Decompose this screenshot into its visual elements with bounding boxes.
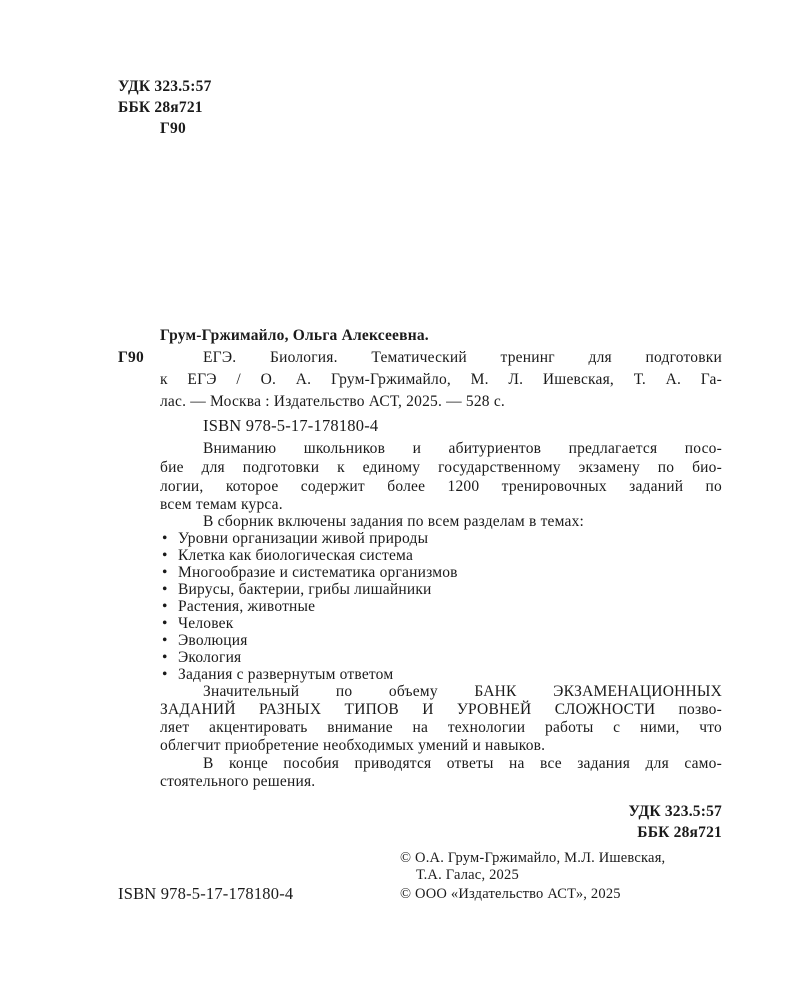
abstract-line: В конце пособия приводятся ответы на все задания для само- — [203, 755, 722, 772]
topics-intro: В сборник включены задания по всем разделам в темах: — [203, 513, 585, 530]
topic-item: Уровни организации живой природы — [178, 530, 429, 547]
abstract-line: Вниманию школьников и абитуриентов предлагается посо- — [203, 440, 722, 457]
title-line: к ЕГЭ / О. А. Грум-Гржимайло, М. Л. Ишевская, Т. А. Га- — [160, 371, 722, 388]
bullet-icon: • — [162, 632, 168, 649]
isbn-record: ISBN 978-5-17-178180-4 — [203, 416, 379, 435]
abstract-line: логии, которое содержит более 1200 тренировочных заданий по — [160, 478, 722, 495]
udk-code-bottom: УДК 323.5:57 — [628, 803, 722, 820]
abstract-line: Значительный по объему БАНК ЭКЗАМЕНАЦИОННЫХ — [203, 683, 722, 700]
topic-item: Экология — [178, 649, 242, 666]
topic-item: Вирусы, бактерии, грибы лишайники — [178, 581, 432, 598]
bullet-icon: • — [162, 530, 168, 547]
bullet-icon: • — [162, 615, 168, 632]
topic-item: Эволюция — [178, 632, 248, 649]
abstract-line: ЗАДАНИЙ РАЗНЫХ ТИПОВ И УРОВНЕЙ СЛОЖНОСТИ позво- — [160, 701, 722, 718]
abstract-line: стоятельного решения. — [160, 773, 316, 790]
bullet-icon: • — [162, 649, 168, 666]
topic-item: Задания с развернутым ответом — [178, 666, 394, 683]
isbn-footer: ISBN 978-5-17-178180-4 — [118, 884, 294, 903]
copyright-publisher: © ООО «Издательство АСТ», 2025 — [400, 886, 621, 902]
abstract-line: облегчит приобретение необходимых умений и навыков. — [160, 737, 546, 754]
topic-item: Клетка как биологическая система — [178, 547, 414, 564]
abstract-line: ляет акцентировать внимание на технологии работы с ними, что — [160, 719, 722, 736]
title-line: лас. — Москва : Издательство АСТ, 2025. — 528 с. — [160, 393, 505, 410]
copyright-authors: © О.А. Грум-Гржимайло, М.Л. Ишевская, — [400, 850, 666, 866]
bullet-icon: • — [162, 598, 168, 615]
bullet-icon: • — [162, 564, 168, 581]
udk-code-top: УДК 323.5:57 — [118, 78, 212, 95]
abstract-line: всем темам курса. — [160, 496, 283, 513]
topic-item: Растения, животные — [178, 598, 316, 615]
bullet-icon: • — [162, 581, 168, 598]
bullet-icon: • — [162, 666, 168, 683]
author-name: Грум-Гржимайло, Ольга Алексеевна. — [160, 327, 429, 344]
bbk-code-top: ББК 28я721 — [118, 99, 203, 116]
title-line: ЕГЭ. Биология. Тематический тренинг для подготовки — [203, 349, 722, 366]
copyright-authors-cont: Т.А. Галас, 2025 — [416, 867, 519, 883]
topic-item: Человек — [178, 615, 234, 632]
author-mark-top: Г90 — [160, 120, 186, 137]
bbk-code-bottom: ББК 28я721 — [637, 824, 722, 841]
abstract-line: бие для подготовки к единому государственному экзамену по био- — [160, 459, 722, 476]
topic-item: Многообразие и систематика организмов — [178, 564, 458, 581]
author-mark: Г90 — [118, 349, 144, 366]
bullet-icon: • — [162, 547, 168, 564]
